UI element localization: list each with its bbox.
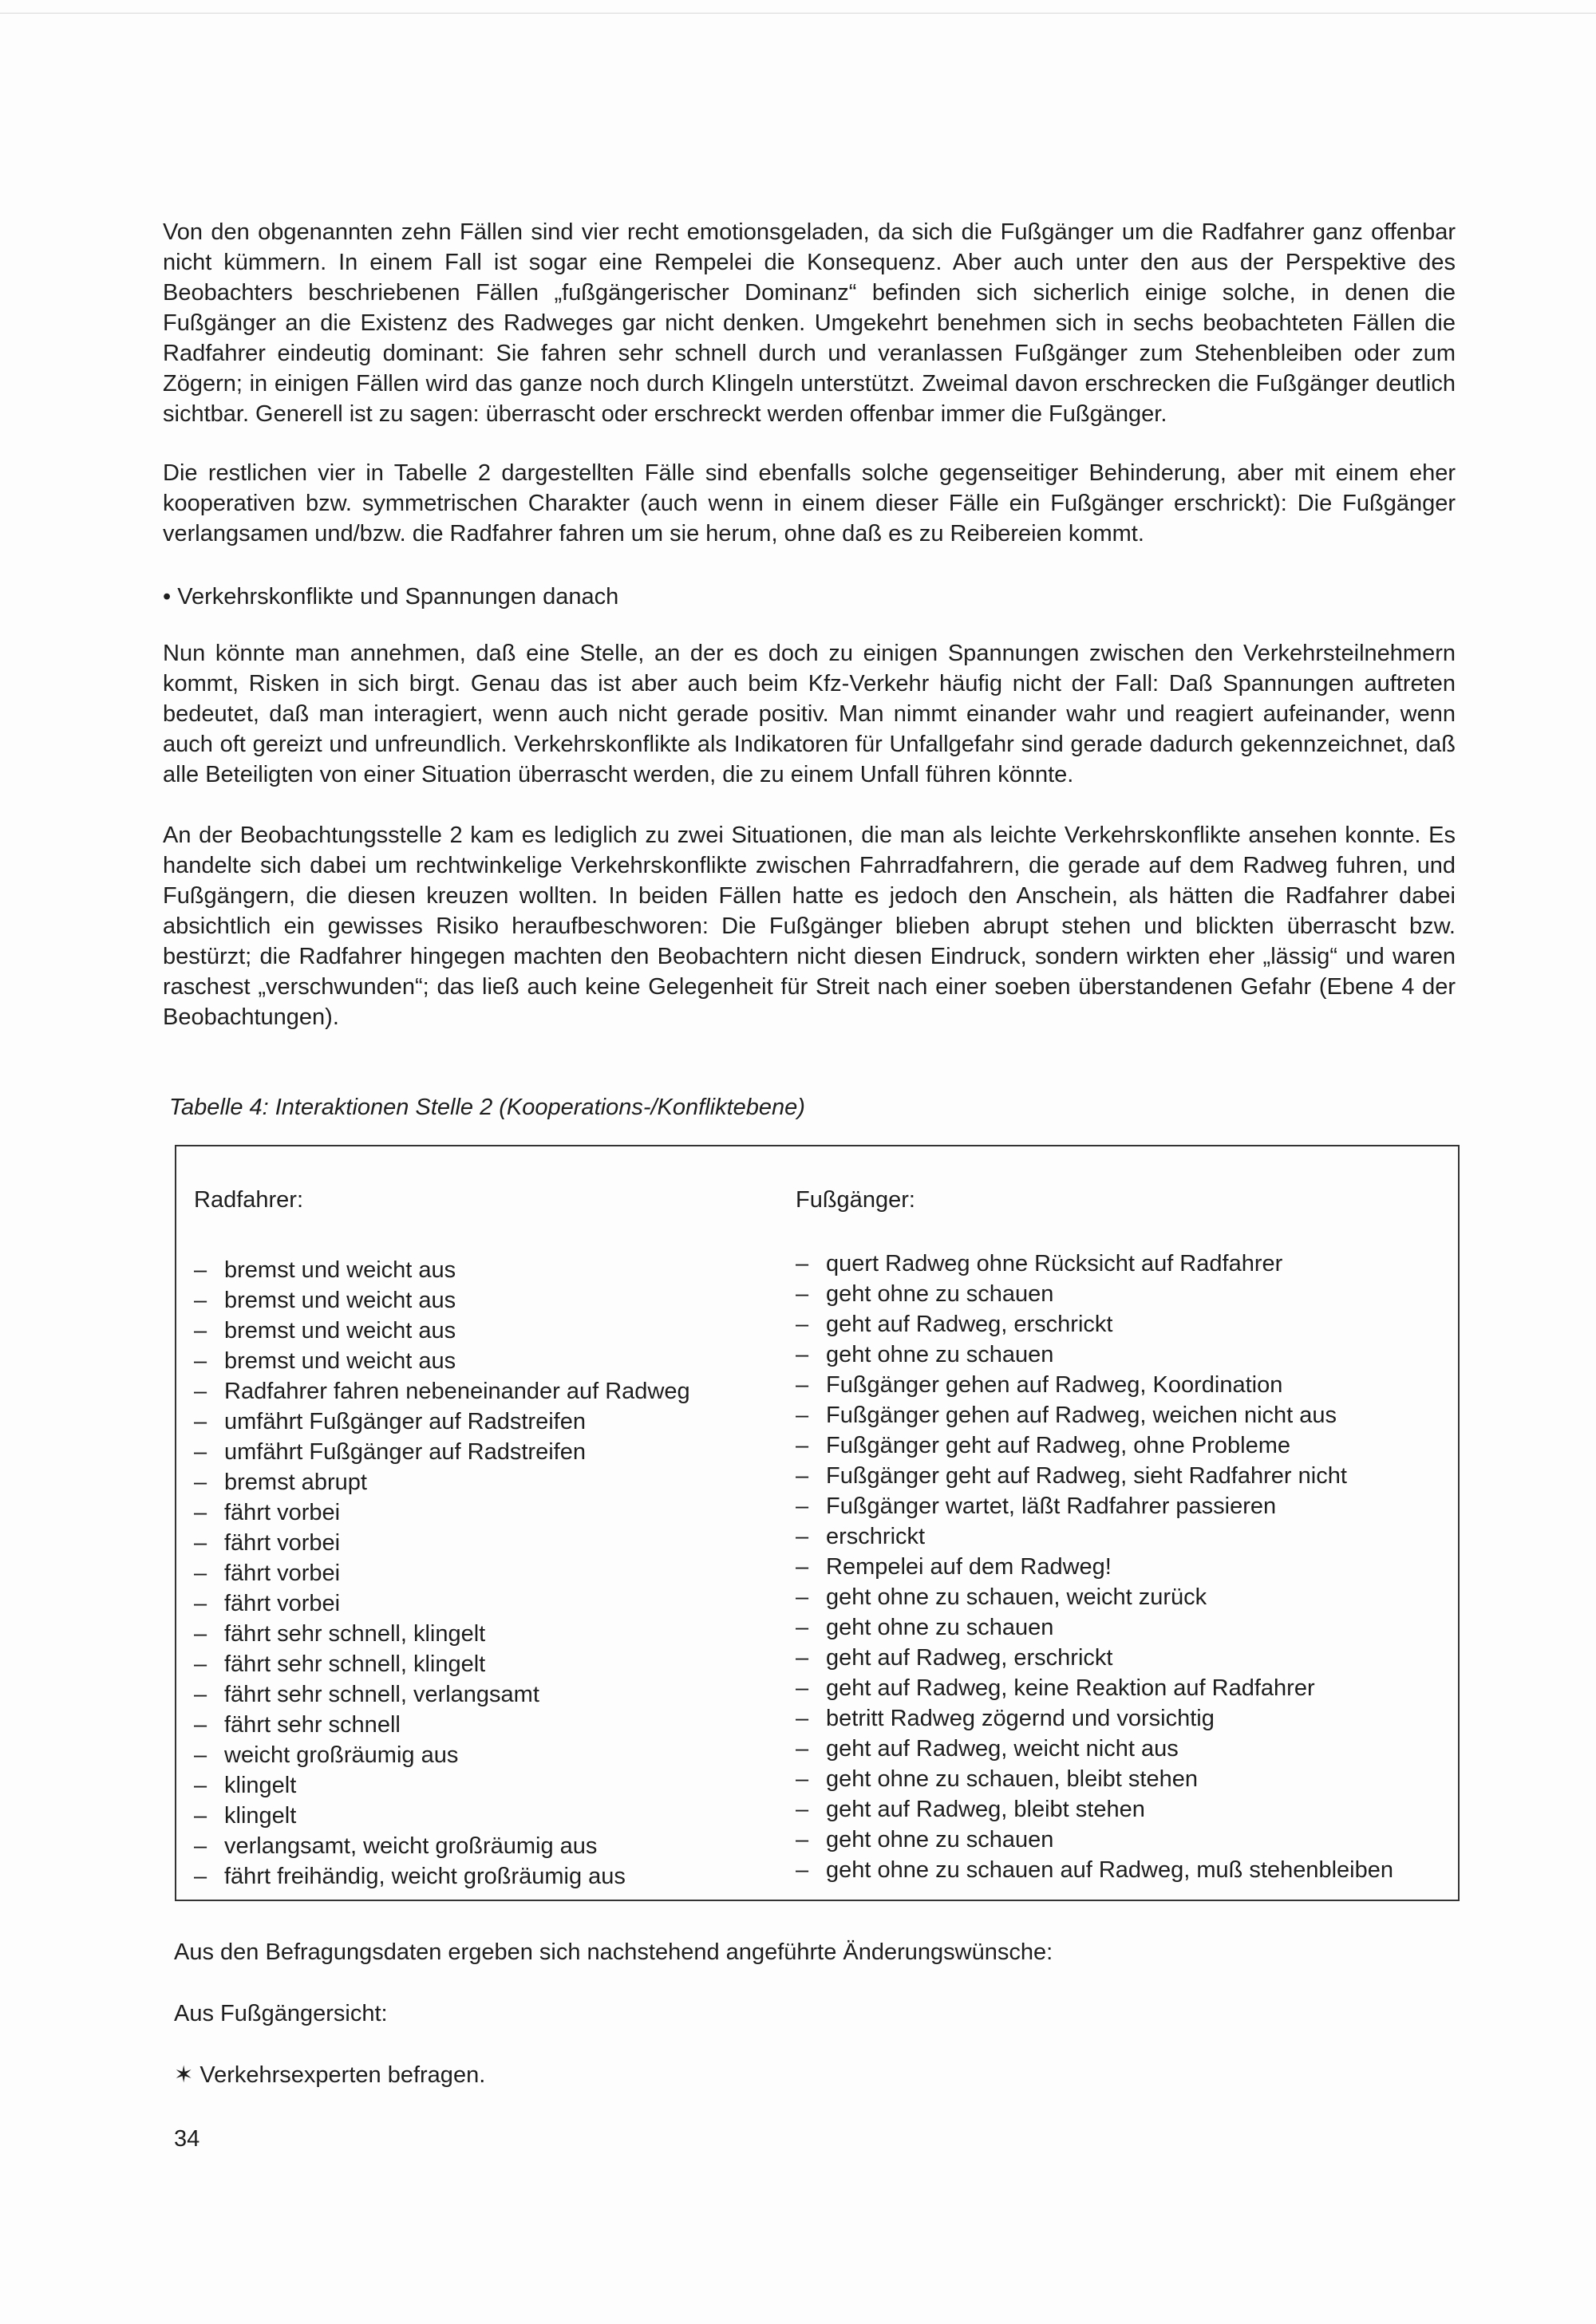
list-item [796,1400,1393,1430]
list-item-text: Fußgänger gehen auf Radweg, Koordination [826,1372,1283,1398]
list-item-text: Fußgänger geht auf Radweg, ohne Probleme [826,1433,1290,1458]
list-item [796,1491,1393,1521]
dash-bullet: – [194,1439,207,1465]
list-item-text: betritt Radweg zögernd und vorsichtig [826,1706,1215,1731]
list-item-text: bremst und weicht aus [224,1257,456,1283]
dash-bullet: – [194,1803,207,1829]
list-item [194,1407,690,1437]
list-item-text: fährt sehr schnell, verlangsamt [224,1682,539,1707]
page-top-edge [0,13,1596,14]
list-item-text: geht auf Radweg, keine Reaktion auf Radfahrer [826,1675,1315,1701]
list-item-text: fährt sehr schnell [224,1712,401,1738]
list-item [796,1521,1393,1552]
list-item-text: fährt vorbei [224,1561,341,1586]
list-item [796,1643,1393,1673]
list-item-text: bremst und weicht aus [224,1318,456,1344]
list-item-text: geht auf Radweg, bleibt stehen [826,1797,1145,1822]
list-item [194,1285,690,1316]
dash-bullet: – [194,1379,207,1404]
list-item [796,1279,1393,1309]
dash-bullet: – [194,1318,207,1344]
dash-bullet: – [194,1712,207,1738]
list-item [796,1340,1393,1370]
list-item-text: geht ohne zu schauen [826,1281,1054,1307]
list-item-text: fährt vorbei [224,1530,341,1556]
list-item [194,1619,690,1649]
dash-bullet: – [796,1706,809,1731]
list-item [796,1703,1393,1734]
list-item [194,1770,690,1801]
dash-bullet: – [194,1833,207,1859]
list-item-text: geht ohne zu schauen [826,1827,1054,1852]
dash-bullet: – [796,1615,809,1640]
list-item [796,1249,1393,1279]
list-item-text: bremst und weicht aus [224,1288,456,1313]
list-item-text: Fußgänger gehen auf Radweg, weichen nicht aus [826,1403,1337,1428]
list-item-text: verlangsamt, weicht großräumig aus [224,1833,598,1859]
dash-bullet: – [796,1372,809,1398]
list-item [194,1679,690,1710]
dash-bullet: – [194,1500,207,1525]
list-item-text: Rempelei auf dem Radweg! [826,1554,1112,1580]
list-item [194,1710,690,1740]
list-item [194,1558,690,1588]
list-item [796,1794,1393,1825]
cyclist-list [194,1255,690,1892]
list-item-text: bremst abrupt [224,1470,367,1495]
dash-bullet: – [194,1682,207,1707]
dash-bullet: – [796,1251,809,1276]
list-item [194,1740,690,1770]
list-item [194,1497,690,1528]
dash-bullet: – [796,1797,809,1822]
list-item-text: weicht großräumig aus [224,1742,459,1768]
list-item [194,1255,690,1285]
list-item-text: geht auf Radweg, erschrickt [826,1645,1113,1671]
list-item [796,1734,1393,1764]
dash-bullet: – [194,1530,207,1556]
list-item-text: geht ohne zu schauen [826,1342,1054,1367]
list-item [194,1588,690,1619]
list-item [194,1831,690,1861]
dash-bullet: – [194,1591,207,1616]
dash-bullet: – [194,1864,207,1889]
list-item [796,1673,1393,1703]
list-item [194,1649,690,1679]
list-item-text: fährt sehr schnell, klingelt [224,1651,486,1677]
dash-bullet: – [796,1493,809,1519]
list-item [796,1764,1393,1794]
list-item-text: umfährt Fußgänger auf Radstreifen [224,1439,586,1465]
dash-bullet: – [796,1857,809,1883]
list-item [796,1461,1393,1491]
pedestrian-list [796,1249,1393,1885]
list-item [796,1370,1393,1400]
dash-bullet: – [796,1645,809,1671]
paragraph-emotional-cases: Von den obgenannten zehn Fällen sind vier recht emotionsgeladen, da sich die Fußgänger um die Radfahrer ganz offenbar nicht kümmern. In einem Fall ist sogar eine Rempelei die Konsequenz. Aber auch unter den aus der Perspektive des Beobachters beschriebenen Fällen „fußgängerischer Dominanz“ befinden sich sicherlich einige solche, in denen die Fußgänger an die Existenz des Radweges gar nicht denken. Umgekehrt benehmen sich in sechs beobachteten Fällen die Radfahrer eindeutig dominant: Sie fahren sehr schnell durch und veranlassen Fußgänger zum Stehenbleiben oder zum Zögern; in einigen Fällen wird das ganze noch durch Klingeln unterstützt. Zweimal davon erschrecken die Fußgänger deutlich sichtbar. Generell ist zu sagen: überrascht oder erschreckt werden offenbar immer die Fußgänger. [163,219,1456,427]
list-item-text: Fußgänger geht auf Radweg, sieht Radfahrer nicht [826,1463,1347,1489]
pedestrian-column [796,1185,1393,1885]
page-number: 34 [174,2126,200,2152]
cyclist-column [194,1185,690,1892]
dash-bullet: – [796,1736,809,1762]
dash-bullet: – [194,1742,207,1768]
dash-bullet: – [796,1463,809,1489]
list-item [194,1861,690,1892]
pedestrian-view-heading: Aus Fußgängersicht: [174,2001,388,2026]
dash-bullet: – [796,1675,809,1701]
paragraph-cooperative-cases: Die restlichen vier in Tabelle 2 dargestellten Fälle sind ebenfalls solche gegenseitiger Behinderung, aber mit einem eher kooperativen bzw. symmetrischen Charakter (auch wenn in einem dieser Fälle ein Fußgänger erschrickt): Die Fußgänger verlangsamen und/bzw. die Radfahrer fahren um sie herum, ohne daß es zu Reibereien kommt. [163,460,1456,546]
list-item-text: geht ohne zu schauen auf Radweg, muß stehenbleiben [826,1857,1393,1883]
list-item [796,1612,1393,1643]
list-item-text: klingelt [224,1803,297,1829]
dash-bullet: – [796,1766,809,1792]
dash-bullet: – [796,1433,809,1458]
list-item-text: erschrickt [826,1524,926,1549]
list-item-text: quert Radweg ohne Rücksicht auf Radfahrer [826,1251,1283,1276]
dash-bullet: – [796,1524,809,1549]
dash-bullet: – [194,1288,207,1313]
list-item [796,1552,1393,1582]
list-item-text: Fußgänger wartet, läßt Radfahrer passieren [826,1493,1277,1519]
list-item [194,1316,690,1346]
cyclist-header: Radfahrer: [194,1187,304,1213]
survey-intro: Aus den Befragungsdaten ergeben sich nachstehend angeführte Änderungswünsche: [174,1939,1053,1965]
list-item-text: fährt freihändig, weicht großräumig aus [224,1864,626,1889]
pedestrian-header: Fußgänger: [796,1187,915,1213]
list-item-text: klingelt [224,1773,297,1798]
table-caption: Tabelle 4: Interaktionen Stelle 2 (Kooperations-/Konfliktebene) [169,1095,805,1120]
dash-bullet: – [796,1342,809,1367]
dash-bullet: – [194,1348,207,1374]
dash-bullet: – [194,1257,207,1283]
list-item-text: Radfahrer fahren nebeneinander auf Radweg [224,1379,690,1404]
paragraph-observation-site: An der Beobachtungsstelle 2 kam es lediglich zu zwei Situationen, die man als leichte Verkehrskonflikte ansehen konnte. Es handelte sich dabei um rechtwinkelige Verkehrskonflikte zwischen Fahrradfahrern, die gerade auf dem Radweg fuhren, und Fußgängern, die diesen kreuzen wollten. In beiden Fällen hatte es jedoch den Anschein, als hätten die Radfahrer dabei absichtlich ein gewisses Risiko heraufbeschworen: Die Fußgänger blieben abrupt stehen und blickten überrascht bzw. bestürzt; die Radfahrer hingegen machten den Beobachtern nicht diesen Eindruck, sondern wirkten eher „lässig“ und waren raschest „verschwunden“; das ließ auch keine Gelegenheit für Streit nach einer soeben überstandenen Gefahr (Ebene 4 der Beobachtungen). [163,823,1456,1030]
list-item-text: fährt vorbei [224,1500,341,1525]
list-item [796,1430,1393,1461]
interaction-table [175,1145,1460,1901]
list-item [796,1582,1393,1612]
wish-item: ✶ Verkehrsexperten befragen. [174,2062,486,2088]
dash-bullet: – [796,1554,809,1580]
dash-bullet: – [194,1409,207,1434]
list-item-text: bremst und weicht aus [224,1348,456,1374]
dash-bullet: – [796,1403,809,1428]
dash-bullet: – [194,1773,207,1798]
dash-bullet: – [796,1827,809,1852]
list-item-text: geht auf Radweg, weicht nicht aus [826,1736,1179,1762]
list-item-text: fährt sehr schnell, klingelt [224,1621,486,1647]
list-item-text: geht ohne zu schauen [826,1615,1054,1640]
list-item [194,1346,690,1376]
list-item [194,1801,690,1831]
list-item-text: umfährt Fußgänger auf Radstreifen [224,1409,586,1434]
list-item-text: geht ohne zu schauen, weicht zurück [826,1584,1207,1610]
list-item [194,1528,690,1558]
list-item [796,1825,1393,1855]
dash-bullet: – [194,1621,207,1647]
paragraph-conflicts: Nun könnte man annehmen, daß eine Stelle, an der es doch zu einigen Spannungen zwischen den Verkehrsteilnehmern kommt, Risken in sich birgt. Genau das ist aber auch beim Kfz-Verkehr häufig nicht der Fall: Daß Spannungen auftreten bedeutet, daß man interagiert, wenn auch nicht gerade positiv. Man nimmt einander wahr und reagiert aufeinander, wenn auch oft gereizt und unfreundlich. Verkehrskonflikte als Indikatoren für Unfallgefahr sind gerade dadurch gekennzeichnet, daß alle Beteiligten von einer Situation überrascht werden, die zu einem Unfall führen könnte. [163,641,1456,787]
dash-bullet: – [194,1561,207,1586]
list-item [796,1309,1393,1340]
section-bullet-heading: • Verkehrskonflikte und Spannungen danach [163,584,619,610]
dash-bullet: – [796,1312,809,1337]
list-item [796,1855,1393,1885]
list-item [194,1437,690,1467]
dash-bullet: – [194,1651,207,1677]
dash-bullet: – [796,1281,809,1307]
list-item [194,1376,690,1407]
dash-bullet: – [796,1584,809,1610]
list-item-text: geht auf Radweg, erschrickt [826,1312,1113,1337]
dash-bullet: – [194,1470,207,1495]
list-item [194,1467,690,1497]
list-item-text: fährt vorbei [224,1591,341,1616]
list-item-text: geht ohne zu schauen, bleibt stehen [826,1766,1198,1792]
